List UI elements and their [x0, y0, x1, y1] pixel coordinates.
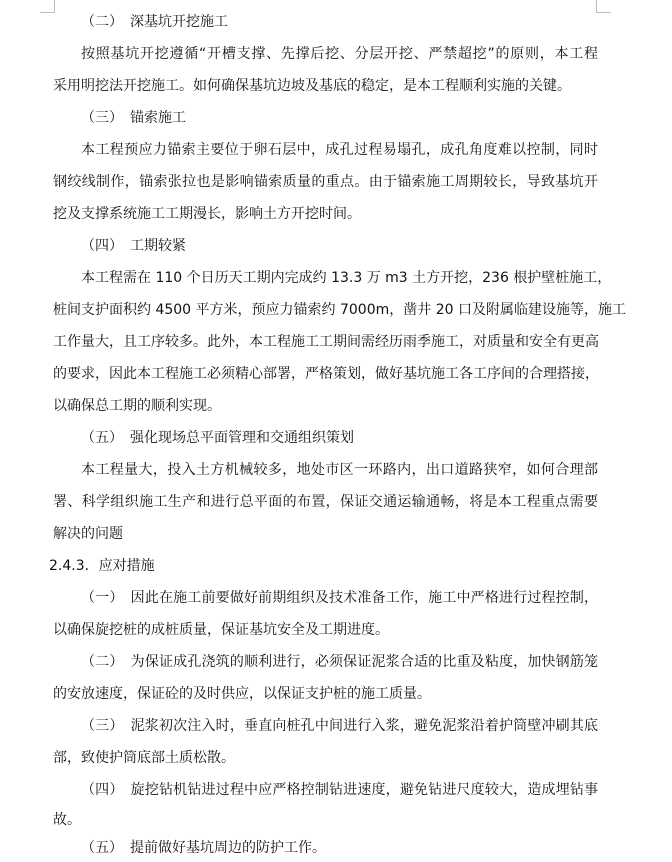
measure-item-5: （五） 提前做好基坑周边的防护工作。: [81, 840, 326, 856]
paragraph-line: 本工程需在 110 个日历天工期内完成约 13.3 万 m3 土方开挖，236 根护壁桩施工，: [81, 270, 612, 286]
paragraph-line: 部，致使护筒底部土质松散。: [53, 750, 235, 766]
section-heading-2: （二） 深基坑开挖施工: [81, 14, 228, 30]
paragraph-line: 署、科学组织施工生产和进行总平面的布置，保证交通运输通畅，将是本工程重点需要: [53, 494, 598, 510]
paragraph-line: 的安放速度，保证砼的及时供应，以保证支护桩的施工质量。: [53, 686, 431, 702]
section-heading-3: （三） 锚索施工: [81, 110, 186, 126]
paragraph-line: 桩间支护面积约 4500 平方米，预应力锚索约 7000m，凿井 20 口及附属临建设施等，施工: [53, 302, 626, 318]
paragraph-line: 钢绞线制作，锚索张拉也是影响锚索质量的重点。由于锚索施工周期较长，导致基坑开: [53, 174, 598, 190]
measure-item-1: （一） 因此在施工前要做好前期组织及技术准备工作，施工中严格进行过程控制，: [81, 590, 598, 606]
page-corner-mark-left: [40, 0, 55, 13]
paragraph-line: 采用明挖法开挖施工。如何确保基坑边坡及基底的稳定，是本工程顺利实施的关键。: [53, 78, 571, 94]
paragraph-line: 工作量大，且工序较多。此外，本工程施工工期间需经历雨季施工，对质量和安全有更高: [53, 334, 599, 350]
measure-item-3: （三） 泥浆初次注入时，垂直向桩孔中间进行入浆，避免泥浆沿着护筒壁冲刷其底: [81, 718, 598, 734]
paragraph-line: 以确保总工期的顺利实现。: [53, 398, 221, 414]
paragraph-line: 的要求，因此本工程施工必须精心部署，严格策划，做好基坑施工各工序间的合理搭接，: [53, 366, 599, 382]
subsection-heading: 2.4.3．应对措施: [49, 558, 155, 574]
page-corner-mark-right: [596, 0, 611, 13]
paragraph-line: 本工程量大，投入土方机械较多，地处市区一环路内，出口道路狭窄，如何合理部: [81, 462, 598, 478]
paragraph-line: 解决的问题: [53, 526, 123, 542]
section-heading-4: （四） 工期较紧: [81, 238, 186, 254]
paragraph-line: 本工程预应力锚索主要位于卵石层中，成孔过程易塌孔，成孔角度难以控制，同时: [81, 142, 598, 158]
measure-item-4: （四） 旋挖钻机钻进过程中应严格控制钻进速度，避免钻进尺度较大，造成埋钻事: [81, 782, 598, 798]
measure-item-2: （二） 为保证成孔浇筑的顺利进行，必须保证泥浆合适的比重及粘度，加快钢筋笼: [81, 654, 598, 670]
paragraph-line: 以确保旋挖桩的成桩质量，保证基坑安全及工期进度。: [53, 622, 389, 638]
paragraph-line: 按照基坑开挖遵循“开槽支撑、先撑后挖、分层开挖、严禁超挖”的原则，本工程: [81, 46, 598, 62]
paragraph-line: 故。: [53, 812, 81, 828]
section-heading-5: （五） 强化现场总平面管理和交通组织策划: [81, 430, 354, 446]
paragraph-line: 挖及支撑系统施工工期漫长，影响土方开挖时间。: [53, 206, 361, 222]
